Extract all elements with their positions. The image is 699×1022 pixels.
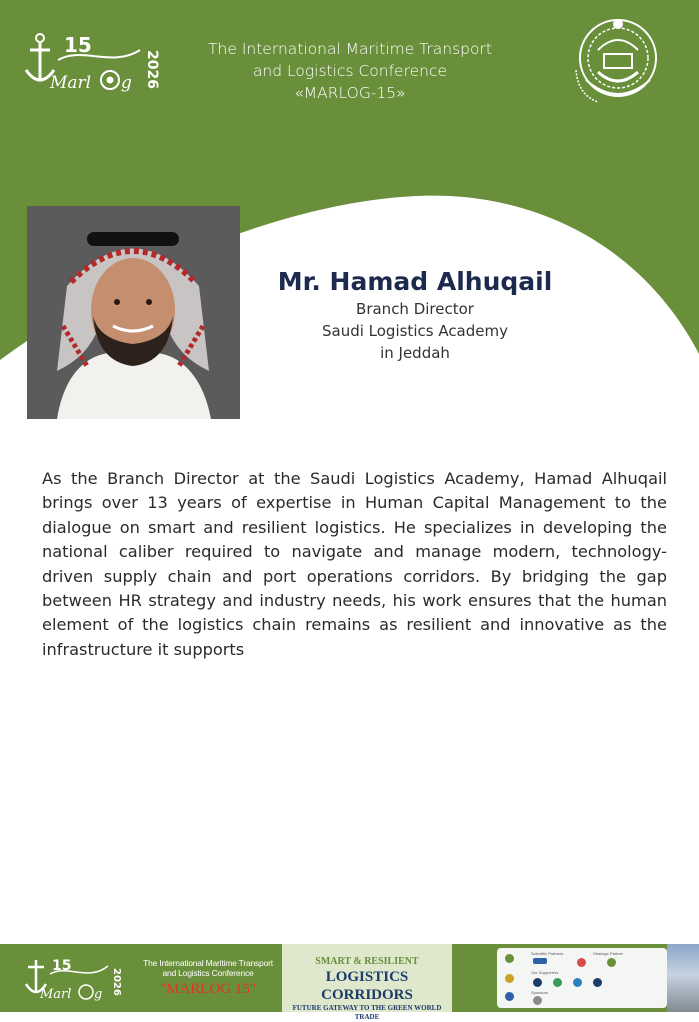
speaker-portrait-icon [27,206,240,419]
partner-logo-icon [505,992,514,1001]
footer-theme [282,944,452,1021]
supporters-label: Our Supporters [531,970,559,975]
speaker-organization: Saudi Logistics Academy [321,322,508,340]
partner-logo-icon [573,978,582,987]
conference-title [170,38,530,104]
aastmt-emblem [568,10,668,110]
footer-marlog-logo [22,950,122,1006]
svg-text:g: g [94,987,103,1002]
svg-text:15: 15 [52,958,72,974]
partner-logo-icon [607,958,616,967]
strategic-partner-label: Strategic Partner [593,951,624,956]
footer-theme-line-1: SMART & RESILIENT [315,956,419,967]
svg-text:2026: 2026 [111,968,122,996]
partner-logo-icon [553,978,562,987]
conference-title-line-3: «MARLOG-15» [294,84,406,102]
speaker-position: Branch Director [356,300,474,318]
svg-text:g: g [121,73,132,93]
partner-logo-icon [505,954,514,963]
partner-logo-icon [533,978,542,987]
partner-logo-icon [593,978,602,987]
partner-logo-icon [577,958,586,967]
footer-conference-title [138,958,278,978]
footer-port-image [667,944,699,1012]
partner-logo-icon [533,996,542,1005]
footer-conference-line-1: The International Maritime Transport [143,958,273,968]
scientific-partners-label: Scientific Partners [531,951,564,956]
conference-title-line-2: and Logistics Conference [252,62,448,80]
footer-banner [0,944,699,1021]
speaker-photo [27,206,240,419]
footer-marlog-label: "MARLOG 15" [160,981,256,997]
footer-conference-line-2: and Logistics Conference [162,968,254,978]
speaker-bio: As the Branch Director at the Saudi Logistics Academy, Hamad Alhuqail brings over 13 years of expertise in Human Capital Management to the dialogue on smart and resilient logistics. He specializes in developing the national caliber required to navigate and manage modern, technology-driven supply chain and port operations corridors. By bridging the gap between HR strategy and industry needs, his work ensures that the human element of the logistics chain remains as resilient and innovative as the infrastructure it supports [42,469,667,659]
partner-logo-icon [533,958,547,964]
svg-text:2026: 2026 [144,50,160,89]
sponsors-label: Sponsors [531,990,548,995]
marlog-logo [22,28,162,98]
partner-logo-icon [505,974,514,983]
footer-partners-panel [497,948,667,1008]
svg-text:15: 15 [64,33,92,57]
svg-text:Marl: Marl [50,73,92,93]
footer-theme-line-2: LOGISTICS CORRIDORS [321,969,413,1003]
speaker-name: Mr. Hamad Alhuqail [277,267,553,296]
footer-theme-line-3: FUTURE GATEWAY TO THE GREEN WORLD TRADE [292,1004,442,1021]
svg-text:Marl: Marl [40,987,72,1002]
speaker-location: in Jeddah [380,344,450,362]
conference-title-line-1: The International Maritime Transport [208,40,492,58]
